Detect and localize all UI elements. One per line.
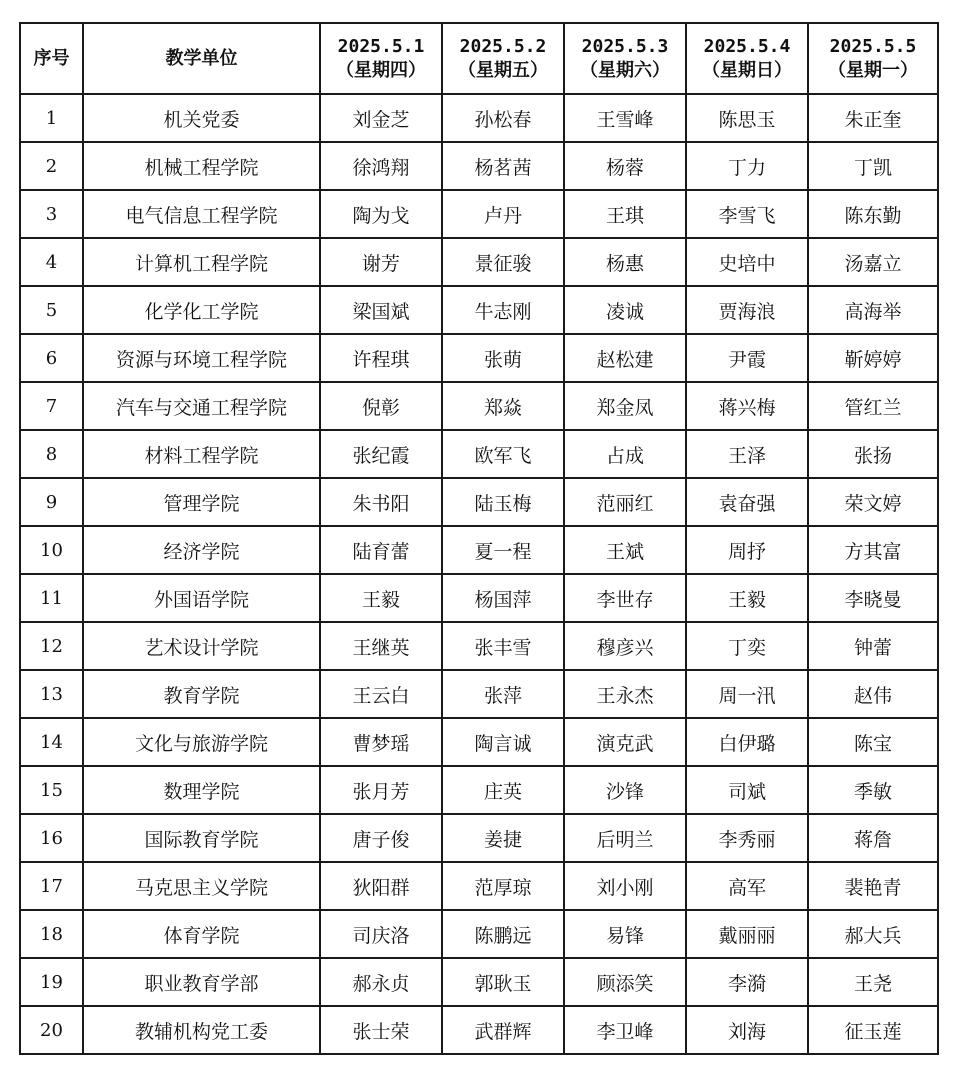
row-number: 11 — [20, 574, 83, 622]
table-row — [20, 574, 938, 622]
row-unit: 体育学院 — [83, 910, 320, 958]
duty-person-cell: 刘海 — [686, 1006, 808, 1054]
duty-person-cell: 李雪飞 — [686, 190, 808, 238]
duty-person-cell: 袁奋强 — [686, 478, 808, 526]
duty-person-cell: 司庆洛 — [320, 910, 442, 958]
duty-person-cell: 王斌 — [564, 526, 686, 574]
duty-person-cell: 王琪 — [564, 190, 686, 238]
duty-person-cell: 张士荣 — [320, 1006, 442, 1054]
duty-person-cell: 陶言诚 — [442, 718, 564, 766]
header-date-col — [808, 23, 938, 94]
duty-person-cell: 郑金凤 — [564, 382, 686, 430]
duty-person-cell: 徐鸿翔 — [320, 142, 442, 190]
duty-person-cell: 高海举 — [808, 286, 938, 334]
row-number: 3 — [20, 190, 83, 238]
row-unit: 化学化工学院 — [83, 286, 320, 334]
row-unit: 外国语学院 — [83, 574, 320, 622]
row-number: 8 — [20, 430, 83, 478]
duty-person-cell: 戴丽丽 — [686, 910, 808, 958]
header-row — [20, 23, 938, 94]
row-unit: 数理学院 — [83, 766, 320, 814]
table-row — [20, 670, 938, 718]
header-weekday: （星期四） — [336, 59, 426, 81]
duty-person-cell: 孙松春 — [442, 94, 564, 142]
duty-person-cell: 李晓曼 — [808, 574, 938, 622]
duty-person-cell: 杨惠 — [564, 238, 686, 286]
row-number: 6 — [20, 334, 83, 382]
row-number: 5 — [20, 286, 83, 334]
duty-person-cell: 陈思玉 — [686, 94, 808, 142]
duty-person-cell: 武群辉 — [442, 1006, 564, 1054]
row-unit: 资源与环境工程学院 — [83, 334, 320, 382]
duty-person-cell: 穆彦兴 — [564, 622, 686, 670]
row-unit: 汽车与交通工程学院 — [83, 382, 320, 430]
row-number: 2 — [20, 142, 83, 190]
table-row — [20, 814, 938, 862]
duty-person-cell: 方其富 — [808, 526, 938, 574]
duty-person-cell: 许程琪 — [320, 334, 442, 382]
duty-person-cell: 卢丹 — [442, 190, 564, 238]
header-unit: 教学单位 — [83, 23, 320, 94]
duty-person-cell: 周一汛 — [686, 670, 808, 718]
duty-person-cell: 管红兰 — [808, 382, 938, 430]
header-date: 2025.5.4 — [703, 35, 791, 57]
row-unit: 职业教育学部 — [83, 958, 320, 1006]
row-number: 9 — [20, 478, 83, 526]
table-row — [20, 190, 938, 238]
header-date-col — [564, 23, 686, 94]
duty-person-cell: 钟蕾 — [808, 622, 938, 670]
duty-person-cell: 张月芳 — [320, 766, 442, 814]
row-unit: 电气信息工程学院 — [83, 190, 320, 238]
duty-person-cell: 王永杰 — [564, 670, 686, 718]
duty-person-cell: 王尧 — [808, 958, 938, 1006]
header-date-col — [686, 23, 808, 94]
table-row — [20, 718, 938, 766]
duty-person-cell: 范厚琼 — [442, 862, 564, 910]
duty-person-cell: 沙锋 — [564, 766, 686, 814]
duty-person-cell: 朱书阳 — [320, 478, 442, 526]
table-row — [20, 1006, 938, 1054]
row-number: 16 — [20, 814, 83, 862]
duty-person-cell: 王云白 — [320, 670, 442, 718]
header-date: 2025.5.2 — [459, 35, 547, 57]
duty-person-cell: 陆育蕾 — [320, 526, 442, 574]
duty-schedule-table — [19, 22, 939, 1055]
duty-person-cell: 景征骏 — [442, 238, 564, 286]
duty-person-cell: 张萍 — [442, 670, 564, 718]
duty-person-cell: 王泽 — [686, 430, 808, 478]
duty-person-cell: 张纪霞 — [320, 430, 442, 478]
duty-person-cell: 季敏 — [808, 766, 938, 814]
duty-person-cell: 唐子俊 — [320, 814, 442, 862]
duty-person-cell: 梁国斌 — [320, 286, 442, 334]
duty-person-cell: 司斌 — [686, 766, 808, 814]
duty-person-cell: 陈宝 — [808, 718, 938, 766]
header-weekday: （星期日） — [702, 59, 792, 81]
duty-person-cell: 范丽红 — [564, 478, 686, 526]
duty-person-cell: 杨茗茜 — [442, 142, 564, 190]
table-row — [20, 478, 938, 526]
row-unit: 计算机工程学院 — [83, 238, 320, 286]
table-row — [20, 94, 938, 142]
row-unit: 教育学院 — [83, 670, 320, 718]
duty-person-cell: 荣文婷 — [808, 478, 938, 526]
duty-person-cell: 李卫峰 — [564, 1006, 686, 1054]
row-number: 15 — [20, 766, 83, 814]
duty-person-cell: 刘金芝 — [320, 94, 442, 142]
row-unit: 艺术设计学院 — [83, 622, 320, 670]
table-row — [20, 862, 938, 910]
row-unit: 管理学院 — [83, 478, 320, 526]
row-unit: 机关党委 — [83, 94, 320, 142]
row-number: 4 — [20, 238, 83, 286]
header-weekday: （星期五） — [458, 59, 548, 81]
duty-person-cell: 丁力 — [686, 142, 808, 190]
table-row — [20, 142, 938, 190]
row-unit: 材料工程学院 — [83, 430, 320, 478]
table-row — [20, 334, 938, 382]
row-number: 12 — [20, 622, 83, 670]
duty-person-cell: 靳婷婷 — [808, 334, 938, 382]
row-number: 1 — [20, 94, 83, 142]
row-number: 18 — [20, 910, 83, 958]
duty-person-cell: 郑焱 — [442, 382, 564, 430]
duty-person-cell: 裴艳青 — [808, 862, 938, 910]
duty-person-cell: 陶为戈 — [320, 190, 442, 238]
duty-person-cell: 郭耿玉 — [442, 958, 564, 1006]
duty-person-cell: 陈东勤 — [808, 190, 938, 238]
duty-person-cell: 演克武 — [564, 718, 686, 766]
duty-person-cell: 白伊璐 — [686, 718, 808, 766]
duty-person-cell: 王雪峰 — [564, 94, 686, 142]
duty-person-cell: 高军 — [686, 862, 808, 910]
row-number: 19 — [20, 958, 83, 1006]
row-number: 7 — [20, 382, 83, 430]
duty-person-cell: 史培中 — [686, 238, 808, 286]
header-no: 序号 — [20, 23, 83, 94]
duty-person-cell: 姜捷 — [442, 814, 564, 862]
header-date: 2025.5.3 — [581, 35, 669, 57]
duty-person-cell: 夏一程 — [442, 526, 564, 574]
duty-person-cell: 尹霞 — [686, 334, 808, 382]
duty-person-cell: 李世存 — [564, 574, 686, 622]
duty-person-cell: 汤嘉立 — [808, 238, 938, 286]
table-row — [20, 910, 938, 958]
duty-person-cell: 牛志刚 — [442, 286, 564, 334]
duty-person-cell: 赵伟 — [808, 670, 938, 718]
duty-schedule-sheet — [19, 22, 939, 1055]
duty-person-cell: 丁奕 — [686, 622, 808, 670]
duty-person-cell: 狄阳群 — [320, 862, 442, 910]
row-unit: 马克思主义学院 — [83, 862, 320, 910]
header-date-col — [320, 23, 442, 94]
header-date: 2025.5.5 — [829, 35, 917, 57]
row-unit: 经济学院 — [83, 526, 320, 574]
duty-person-cell: 杨国萍 — [442, 574, 564, 622]
duty-person-cell: 张扬 — [808, 430, 938, 478]
duty-person-cell: 谢芳 — [320, 238, 442, 286]
duty-person-cell: 欧军飞 — [442, 430, 564, 478]
table-row — [20, 286, 938, 334]
duty-person-cell: 赵松建 — [564, 334, 686, 382]
duty-person-cell: 占成 — [564, 430, 686, 478]
header-weekday: （星期一） — [828, 59, 918, 81]
header-weekday: （星期六） — [580, 59, 670, 81]
duty-person-cell: 郝永贞 — [320, 958, 442, 1006]
duty-person-cell: 李秀丽 — [686, 814, 808, 862]
row-unit: 教辅机构党工委 — [83, 1006, 320, 1054]
table-row — [20, 430, 938, 478]
duty-person-cell: 朱正奎 — [808, 94, 938, 142]
row-unit: 文化与旅游学院 — [83, 718, 320, 766]
duty-person-cell: 庄英 — [442, 766, 564, 814]
row-number: 13 — [20, 670, 83, 718]
duty-person-cell: 杨蓉 — [564, 142, 686, 190]
duty-person-cell: 郝大兵 — [808, 910, 938, 958]
table-row — [20, 766, 938, 814]
duty-person-cell: 丁凯 — [808, 142, 938, 190]
duty-person-cell: 征玉莲 — [808, 1006, 938, 1054]
duty-person-cell: 顾添笑 — [564, 958, 686, 1006]
row-number: 10 — [20, 526, 83, 574]
row-number: 17 — [20, 862, 83, 910]
duty-person-cell: 曹梦瑶 — [320, 718, 442, 766]
table-row — [20, 382, 938, 430]
duty-person-cell: 后明兰 — [564, 814, 686, 862]
duty-person-cell: 王继英 — [320, 622, 442, 670]
duty-person-cell: 张丰雪 — [442, 622, 564, 670]
duty-person-cell: 陆玉梅 — [442, 478, 564, 526]
duty-person-cell: 张萌 — [442, 334, 564, 382]
row-number: 14 — [20, 718, 83, 766]
duty-person-cell: 王毅 — [686, 574, 808, 622]
duty-person-cell: 凌诚 — [564, 286, 686, 334]
duty-person-cell: 周抒 — [686, 526, 808, 574]
row-unit: 机械工程学院 — [83, 142, 320, 190]
header-date: 2025.5.1 — [337, 35, 425, 57]
table-row — [20, 526, 938, 574]
row-number: 20 — [20, 1006, 83, 1054]
duty-person-cell: 李漪 — [686, 958, 808, 1006]
duty-person-cell: 王毅 — [320, 574, 442, 622]
table-row — [20, 622, 938, 670]
table-row — [20, 958, 938, 1006]
duty-person-cell: 蒋詹 — [808, 814, 938, 862]
duty-person-cell: 贾海浪 — [686, 286, 808, 334]
duty-person-cell: 易锋 — [564, 910, 686, 958]
header-date-col — [442, 23, 564, 94]
row-unit: 国际教育学院 — [83, 814, 320, 862]
duty-person-cell: 倪彰 — [320, 382, 442, 430]
table-row — [20, 238, 938, 286]
duty-person-cell: 陈鹏远 — [442, 910, 564, 958]
duty-person-cell: 刘小刚 — [564, 862, 686, 910]
duty-person-cell: 蒋兴梅 — [686, 382, 808, 430]
